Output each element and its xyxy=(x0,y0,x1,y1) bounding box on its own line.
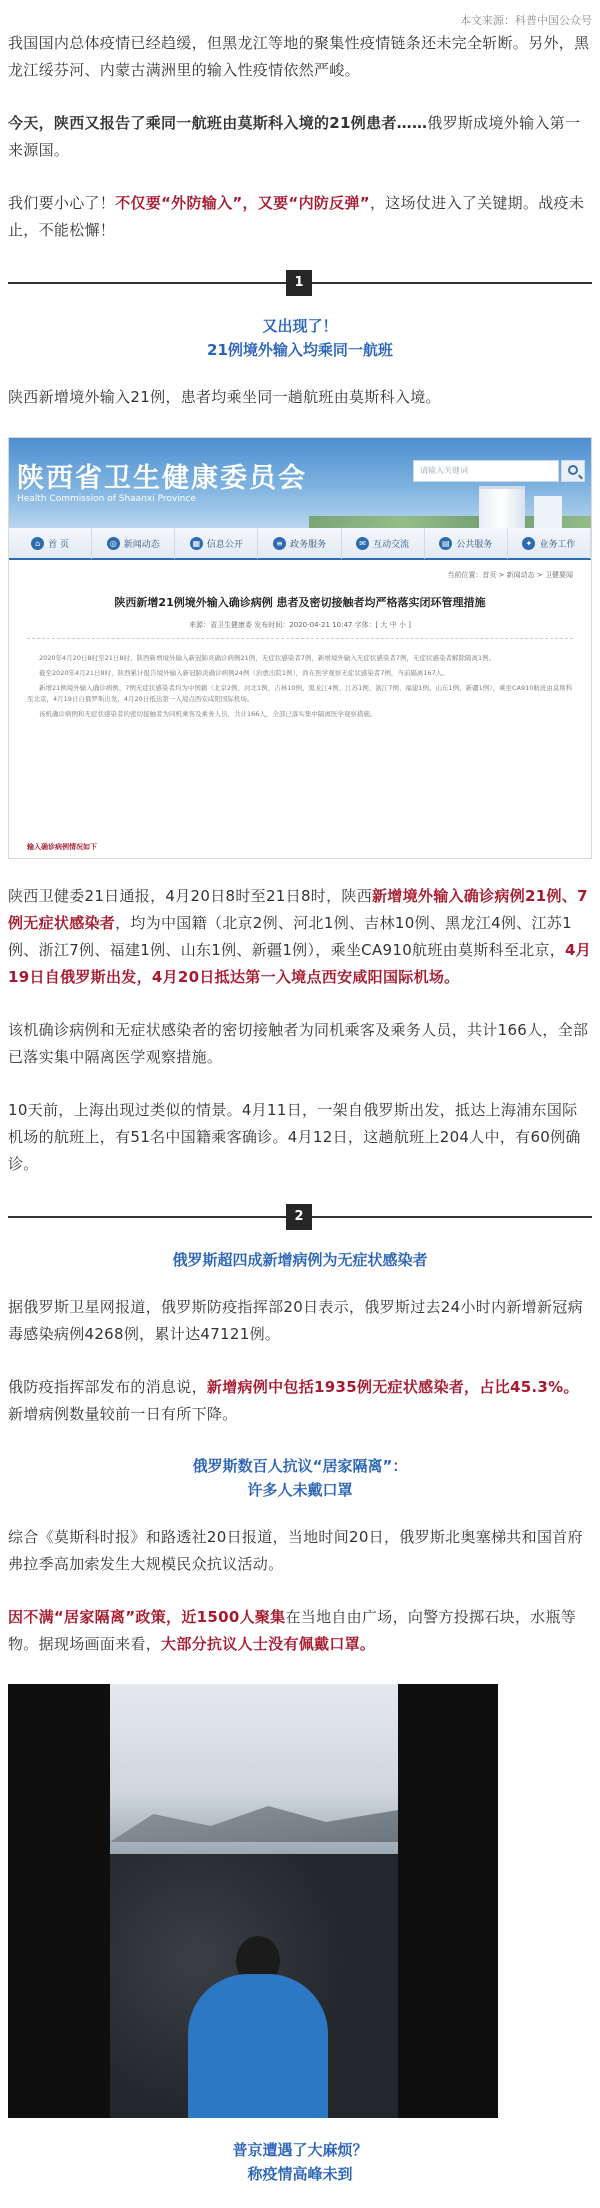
section-1-paragraph-3: 该机确诊病例和无症状感染者的密切接触者为同机乘客及乘务人员，共计166人，全部已落实集中隔离医学观察措施。 xyxy=(8,1021,589,1066)
intro-paragraph-2 xyxy=(8,110,592,164)
nav-item-label: 公共服务 xyxy=(456,539,493,550)
nav-item-label: 业务工作 xyxy=(539,539,576,550)
section-divider-2 xyxy=(8,1204,592,1230)
grid-icon: ▤ xyxy=(439,537,452,550)
section-1-heading xyxy=(8,314,592,362)
website-search-input: 请输入关键词 xyxy=(413,460,559,482)
photo-right-letterbox xyxy=(398,1684,498,2118)
section-2-subheading-line-2: 许多人未戴口罩 xyxy=(247,1481,353,1499)
website-header xyxy=(9,438,591,528)
section-number-badge: 2 xyxy=(286,1204,312,1230)
nav-item-label: 首 页 xyxy=(48,539,69,550)
intro-paragraph-1: 我国国内总体疫情已经趋缓，但黑龙江等地的聚集性疫情链条还未完全斩断。另外，黑龙江绥芬河、内蒙古满洲里的输入性疫情依然严峻。 xyxy=(8,34,590,79)
section-1-paragraph-4: 10天前，上海出现过类似的情景。4月11日，一架自俄罗斯出发，抵达上海浦东国际机场的航班上，有51名中国籍乘客确诊。4月12日，这趟航班上204人中，有60例确诊。 xyxy=(8,1101,581,1173)
section-2-paragraph-1: 据俄罗斯卫星网报道，俄罗斯防疫指挥部20日表示，俄罗斯过去24小时内新增新冠病毒感染病例4268例，累计达47121例。 xyxy=(8,1298,583,1343)
section-1-heading-line-1: 又出现了！ xyxy=(262,317,338,335)
nav-item-services xyxy=(258,527,341,559)
section-3-heading xyxy=(8,2138,592,2186)
nav-item-work xyxy=(508,527,591,559)
section-1-paragraph-1: 陕西新增境外输入21例，患者均乘坐同一趟航班由莫斯科入境。 xyxy=(8,388,441,406)
intro-rest-text: 俄罗斯成境外输入第一来源国。 xyxy=(8,114,581,159)
website-screenshot xyxy=(8,437,592,859)
protest-red-text-1: 因不满“居家隔离”政策，近1500人聚集 xyxy=(8,1608,286,1626)
header-building-decoration xyxy=(479,486,525,528)
nav-item-interaction xyxy=(342,527,425,559)
globe-icon: ◎ xyxy=(107,537,120,550)
search-icon xyxy=(568,465,578,475)
home-icon: ⌂ xyxy=(31,537,44,550)
report-red-text-1: 新增境外输入确诊病例21例、7例无症状感染者 xyxy=(8,887,588,932)
nav-item-public xyxy=(425,527,508,559)
section-3-heading-line-1: 普京遭遇了大麻烦？ xyxy=(232,2141,368,2159)
website-article-text: 截至2020年4月21日8时，陕西累计报告境外输入新冠肺炎确诊病例24例（治愈出院1例），尚在医学观察无症状感染者7例，当前隔离167人。 xyxy=(39,669,449,677)
website-article-meta: 来源：省卫生健康委 发布时间：2020-04-21 10:47 字体：[ 大 中 小 ] xyxy=(27,620,573,639)
section-number-badge: 1 xyxy=(286,270,312,296)
intro-bold-text: 今天，陕西又报告了乘同一航班由莫斯科入境的21例患者…… xyxy=(8,114,428,132)
website-article-text: 2020年4月20日8时至21日8时，陕西新增境外输入新冠肺炎确诊病例21例，无症状感染者7例，新增境外输入无症状感染者7例，无症状感染者解除隔离1例。 xyxy=(39,654,496,662)
protest-red-text-2: 大部分抗议人士没有佩戴口罩。 xyxy=(161,1635,376,1653)
website-article-text: 新增21例境外输入确诊病例、7例无症状感染者均为中国籍（北京2例、河北1例、吉林10例、黑龙江4例、江苏1例、浙江7例、福建1例、山东1例、新疆1例），乘坐CA910航班由莫斯科至北京，4月19日自俄罗斯出发，4月20日抵达第一入境点西安咸阳国际机场。 xyxy=(27,684,573,703)
section-1-paragraph-2 xyxy=(8,883,592,991)
protest-photo xyxy=(8,1684,498,2118)
nav-item-label: 新闻动态 xyxy=(123,539,160,550)
nav-item-label: 政务服务 xyxy=(289,539,326,550)
section-divider-1 xyxy=(8,270,592,296)
website-article-highlight: 输入确诊病例情况如下 xyxy=(27,843,97,851)
section-3-heading-line-2: 称疫情高峰未到 xyxy=(247,2165,353,2183)
section-2-heading: 俄罗斯超四成新增病例为无症状感染者 xyxy=(172,1251,428,1269)
section-2-subheading-line-1: 俄罗斯数百人抗议“居家隔离”： xyxy=(192,1457,408,1475)
network-icon: ✦ xyxy=(522,537,535,550)
intro-red-text: 不仅要“外防输入”，又要“内防反弹” xyxy=(115,194,370,212)
website-logo-chinese: 陕西省卫生健康委员会 xyxy=(17,463,307,494)
nav-item-label: 互动交流 xyxy=(373,539,410,550)
article-source: 本文来源：科普中国公众号 xyxy=(460,14,592,27)
website-search-button xyxy=(561,460,585,482)
intro-tail-text: ，这场仗进入了关键期。战疫未止，不能松懈！ xyxy=(8,194,585,239)
nav-item-label: 信息公开 xyxy=(206,539,243,550)
nav-item-news xyxy=(92,527,175,559)
photo-left-letterbox xyxy=(8,1684,110,2118)
nav-item-info xyxy=(175,527,258,559)
section-2-paragraph-2 xyxy=(8,1374,592,1428)
section-2-paragraph-3: 综合《莫斯科时报》和路透社20日报道，当地时间20日，俄罗斯北奥塞梯共和国首府弗拉季高加索发生大规模民众抗议活动。 xyxy=(8,1528,583,1573)
website-article xyxy=(9,560,591,858)
header-building-decoration-2 xyxy=(534,496,562,528)
intro-paragraph-3 xyxy=(8,190,592,244)
nav-item-home xyxy=(9,527,92,559)
report-text: 陕西卫健委21日通报，4月20日8时至21日8时，陕西 xyxy=(8,887,372,905)
statement-text: 俄防疫指挥部发布的消息说， xyxy=(8,1378,207,1396)
report-red-text-2: 4月19日自俄罗斯出发，4月20日抵达第一入境点西安咸阳国际机场。 xyxy=(8,941,592,986)
website-nav-bar xyxy=(9,528,591,560)
website-article-text: 该机确诊病例和无症状感染者的密切接触者为同机乘客及乘务人员，共计166人，全部已落实集中隔离医学观察措施。 xyxy=(39,710,377,718)
photo-person-blue-hoodie xyxy=(188,1974,328,2118)
section-1-heading-line-2: 21例境外输入均乘同一航班 xyxy=(207,341,393,359)
chart-icon: ▦ xyxy=(190,537,203,550)
section-2-paragraph-4 xyxy=(8,1604,592,1658)
website-breadcrumb: 当前位置：首页 > 新闻动态 > 卫健要闻 xyxy=(447,571,573,579)
document-icon: ≡ xyxy=(273,537,286,550)
website-article-title: 陕西新增21例境外输入确诊病例 患者及密切接触者均严格落实闭环管理措施 xyxy=(114,596,486,609)
report-detail-text: ，均为中国籍（北京2例、河北1例、吉林10例、黑龙江4例、江苏1例、浙江7例、福建1例、山东1例、新疆1例），乘坐CA910航班由莫斯科至北京， xyxy=(8,914,572,959)
website-logo-english: Health Commission of Shaanxi Province xyxy=(17,494,196,504)
chat-icon: ✉ xyxy=(356,537,369,550)
section-2-subheading xyxy=(8,1454,592,1502)
intro-warning-text: 我们要小心了！ xyxy=(8,194,116,212)
statement-tail-text: 新增病例数量较前一日有所下降。 xyxy=(8,1405,238,1423)
protest-text: 在当地自由广场，向警方投掷石块，水瓶等物。据现场画面来看， xyxy=(8,1608,577,1653)
statement-red-text: 新增病例中包括1935例无症状感染者，占比45.3%。 xyxy=(206,1378,579,1396)
